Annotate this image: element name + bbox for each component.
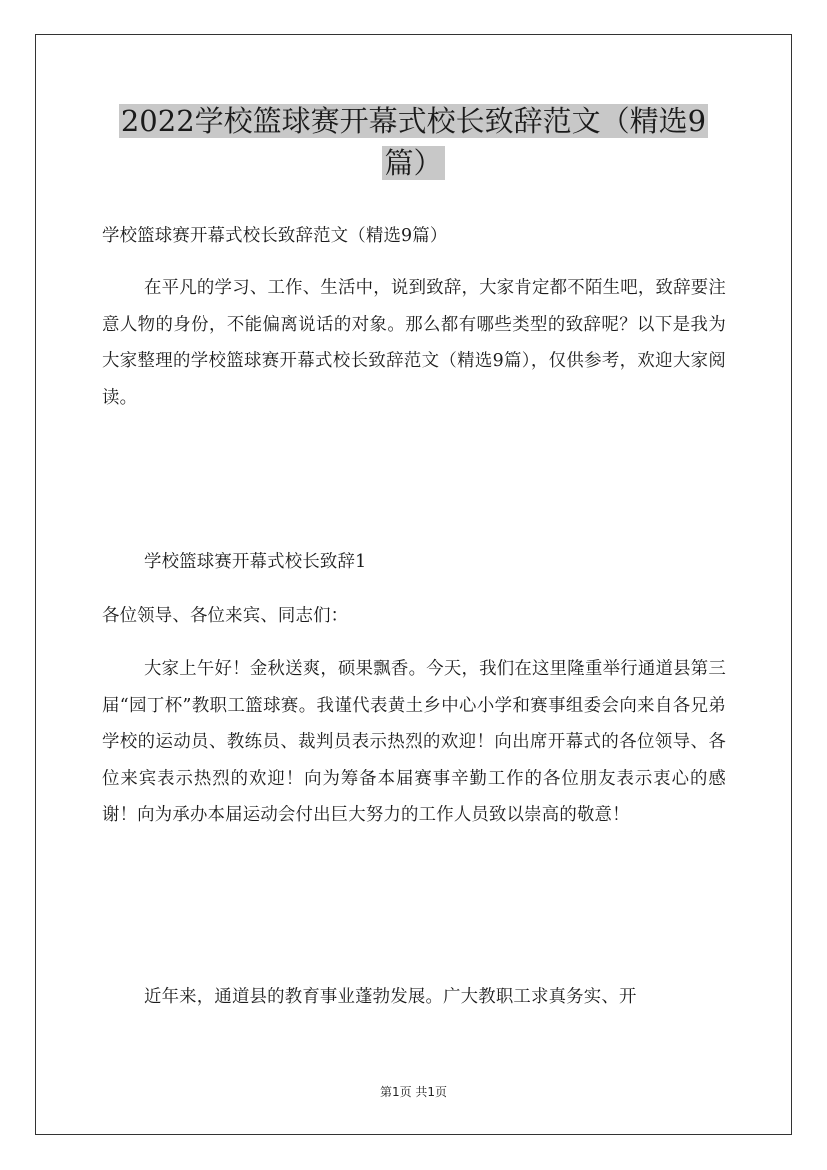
page-number-footer: 第1页 共1页 bbox=[379, 1085, 448, 1099]
title-line-2: 篇） bbox=[384, 146, 443, 180]
salutation: 各位领导、各位来宾、同志们： bbox=[102, 606, 349, 626]
document-title bbox=[100, 100, 727, 184]
title-line-1: 2022学校篮球赛开幕式校长致辞范文（精选9 bbox=[120, 104, 707, 138]
intro-paragraph: 在平凡的学习、工作、生活中，说到致辞，大家肯定都不陌生吧，致辞要注意人物的身份，不能偏离说话的对象。那么都有哪些类型的致辞呢？以下是我为大家整理的学校篮球赛开幕式校长致辞范文（精选9篇），仅供参考，欢迎大家阅读。 bbox=[102, 278, 726, 408]
section-heading: 学校篮球赛开幕式校长致辞1 bbox=[144, 552, 367, 572]
page-border bbox=[35, 34, 792, 1135]
body-paragraph-2: 近年来，通道县的教育事业蓬勃发展。广大教职工求真务实、开 bbox=[144, 987, 637, 1007]
body-paragraph-1: 大家上午好！金秋送爽，硕果飘香。今天，我们在这里隆重举行通道县第三届“园丁杯”教职工篮球赛。我谨代表黄土乡中心小学和赛事组委会向来自各兄弟学校的运动员、教练员、裁判员表示热烈的欢迎！向出席开幕式的各位领导、各位来宾表示热烈的欢迎！向为筹备本届赛事辛勤工作的各位朋友表示衷心的感谢！向为承办本届运动会付出巨大努力的工作人员致以崇高的敬意！ bbox=[102, 659, 726, 826]
document-subtitle: 学校篮球赛开幕式校长致辞范文（精选9篇） bbox=[102, 226, 448, 246]
